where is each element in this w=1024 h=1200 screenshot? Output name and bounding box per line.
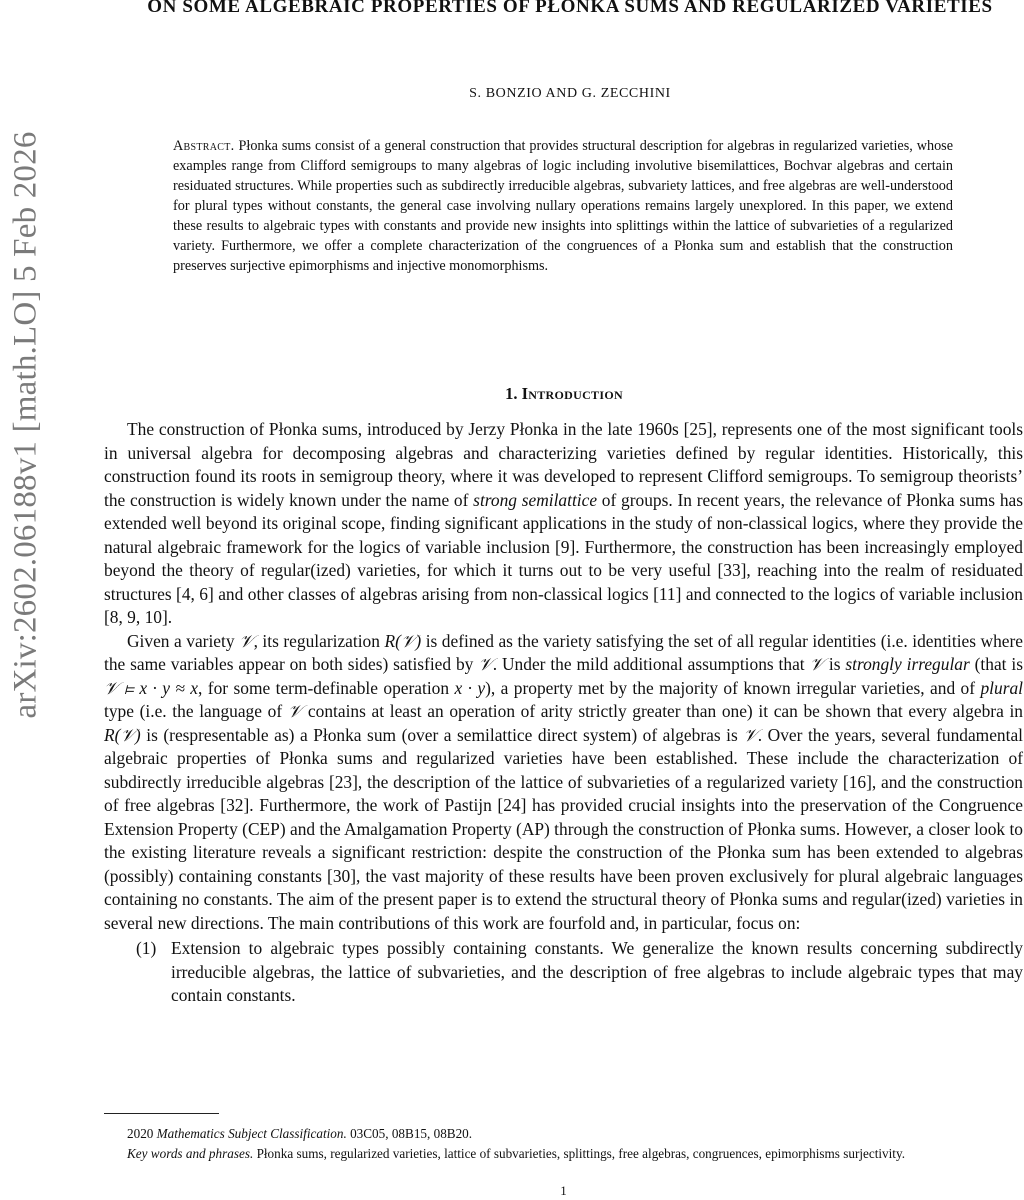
text-run: is defined as the variety satisfying the set of all regular identities (i.e. identities where the same variables appear on both sides) satisfied by xyxy=(104,630,1024,674)
contributions-list xyxy=(104,937,1023,1008)
abstract xyxy=(173,136,953,276)
text-run: . Under the mild additional assumptions that xyxy=(492,654,810,674)
emphasis: strong semilattice xyxy=(473,489,598,510)
abstract-text: Płonka sums consist of a general construction that provides structural description for algebras in regularized varieties, whose examples range from Clifford semigroups to many algebras of logic including involutive bisemilattices, Bochvar algebras and certain residuated structures. While properties such as subdirectly irreducible algebras, subvariety lattices, and free algebras are well-understood for plural types without constants, the general case involving nullary operations remains largely unexplored. In this paper, we extend these results to algebraic types with constants and provide new insights into splittings within the lattice of subvarieties of a regularized variety. Furthermore, we offer a complete characterization of the congruences of a Płonka sum and establish that the construction preserves surjective epimorphisms and injective monomorphisms. xyxy=(173,138,954,274)
text-run: is xyxy=(824,654,846,674)
text-run: 2020 xyxy=(127,1126,157,1141)
paper-authors: S. BONZIO AND G. ZECCHINI xyxy=(469,86,671,101)
footnote-label: Key words and phrases. xyxy=(127,1146,254,1161)
footnotes xyxy=(104,1124,1023,1164)
text-run: of groups. In recent years, the relevance of Płonka sums has extended well beyond its original scope, finding significant applications in the study of non-classical logics, where they provide the natural algebraic framework for the logics of variable inclusion [9]. Furthermore, the construction has been increasingly employed beyond the theory of regular(ized) varieties, for which it turns out to be very useful [33], reaching into the realm of residuated structures [4, 6] and other classes of algebras arising from non-classical logics [11] and connected to the logics of variable inclusion [8, 9, 10]. xyxy=(104,489,1023,627)
footnote-msc xyxy=(104,1124,1023,1144)
body-text xyxy=(104,418,1023,1008)
footnote-rule xyxy=(104,1113,219,1114)
section-title: Introduction xyxy=(521,384,623,403)
section-number: 1. xyxy=(505,384,518,403)
text-run: Given a variety xyxy=(127,630,240,651)
list-item xyxy=(104,937,1023,1008)
text-run: 03C05, 08B15, 08B20. xyxy=(346,1126,473,1141)
arxiv-identifier: arXiv:2602.06188v1 [math.LO] 5 Feb 2026 xyxy=(7,131,44,719)
text-run: contains at least an operation of arity strictly greater than one) it can be shown that every algebra in xyxy=(302,701,1023,721)
paper-title: ON SOME ALGEBRAIC PROPERTIES OF PŁONKA SUMS AND REGULARIZED VARIETIES xyxy=(147,0,993,17)
text-run: is (respresentable as) a Płonka sum (over a semilattice direct system) of algebras is xyxy=(140,724,744,745)
math-variety: 𝒱 xyxy=(287,701,303,721)
paragraph-intro xyxy=(104,418,1023,630)
emphasis: plural xyxy=(980,677,1023,698)
math-regularization: R(𝒱) xyxy=(104,724,141,745)
text-run: type (i.e. the language of xyxy=(104,701,288,721)
math-formula: 𝒱 ⊨ x · y ≈ x xyxy=(104,677,199,698)
text-run: (that is xyxy=(969,654,1023,674)
arxiv-stamp xyxy=(0,0,52,1200)
text-run: . Over the years, several fundamental algebraic properties of Płonka sums and regularized varieties have been established. These include the characterization of subdirectly irreducible algebras [23], the description of the lattice of subvarieties of a regularized variety [16], and the construction of free algebras [32]. Furthermore, the work of Pastijn [24] has provided crucial insights into the preservation of the Congruence Extension Property (CEP) and the Amalgamation Property (AP) through the construction of Płonka sums. However, a closer look to the existing literature reveals a significant restriction: despite the construction of the Płonka sum has been extended to algebras (possibly) containing constants [30], the vast majority of these results have been proven exclusively for plural algebraic languages containing no constants. The aim of the present paper is to extend the structural theory of Płonka sums and regular(ized) varieties in several new directions. The main contributions of this work are fourfold and, in particular, focus on: xyxy=(104,724,1023,933)
math-regularization: R(𝒱) xyxy=(384,630,422,651)
footnote-label: Mathematics Subject Classification. xyxy=(156,1126,347,1141)
list-item-number: (1) xyxy=(136,938,157,958)
math-variety: 𝒱 xyxy=(239,630,254,651)
text-run: , for some term-definable operation xyxy=(198,677,455,698)
footnote-keywords xyxy=(104,1144,1023,1164)
page-number: 1 xyxy=(560,1183,567,1198)
text-run: , its regularization xyxy=(253,630,385,651)
math-variety: 𝒱 xyxy=(478,654,493,674)
paragraph-regularization xyxy=(104,630,1023,936)
math-variety: 𝒱 xyxy=(809,654,824,674)
emphasis: strongly irregular xyxy=(845,654,970,674)
abstract-label: Abstract. xyxy=(173,138,235,154)
list-item-text: Extension to algebraic types possibly containing constants. We generalize the known results concerning subdirectly irreducible algebras, the lattice of subvarieties, and the description of free algebras to include algebraic types that may contain constants. xyxy=(171,938,1023,1005)
text-run: Płonka sums, regularized varieties, lattice of subvarieties, splittings, free algebras, congruences, epimorphisms surjectivity. xyxy=(253,1146,906,1161)
text-run: The construction of Płonka sums, introduced by Jerzy Płonka in the late 1960s [25], represents one of the most significant tools in universal algebra for decomposing algebras and characterizing varieties defined by regular identities. Historically, this construction found its roots in semigroup theory, where it was developed to represent Clifford semigroups. To semigroup theorists’ the construction is widely known under the name of xyxy=(104,419,1023,510)
text-run: ), a property met by the majority of known irregular varieties, and of xyxy=(485,677,981,698)
math-formula: x · y xyxy=(454,677,486,698)
section-heading xyxy=(104,384,1024,404)
math-variety: 𝒱 xyxy=(743,724,758,745)
